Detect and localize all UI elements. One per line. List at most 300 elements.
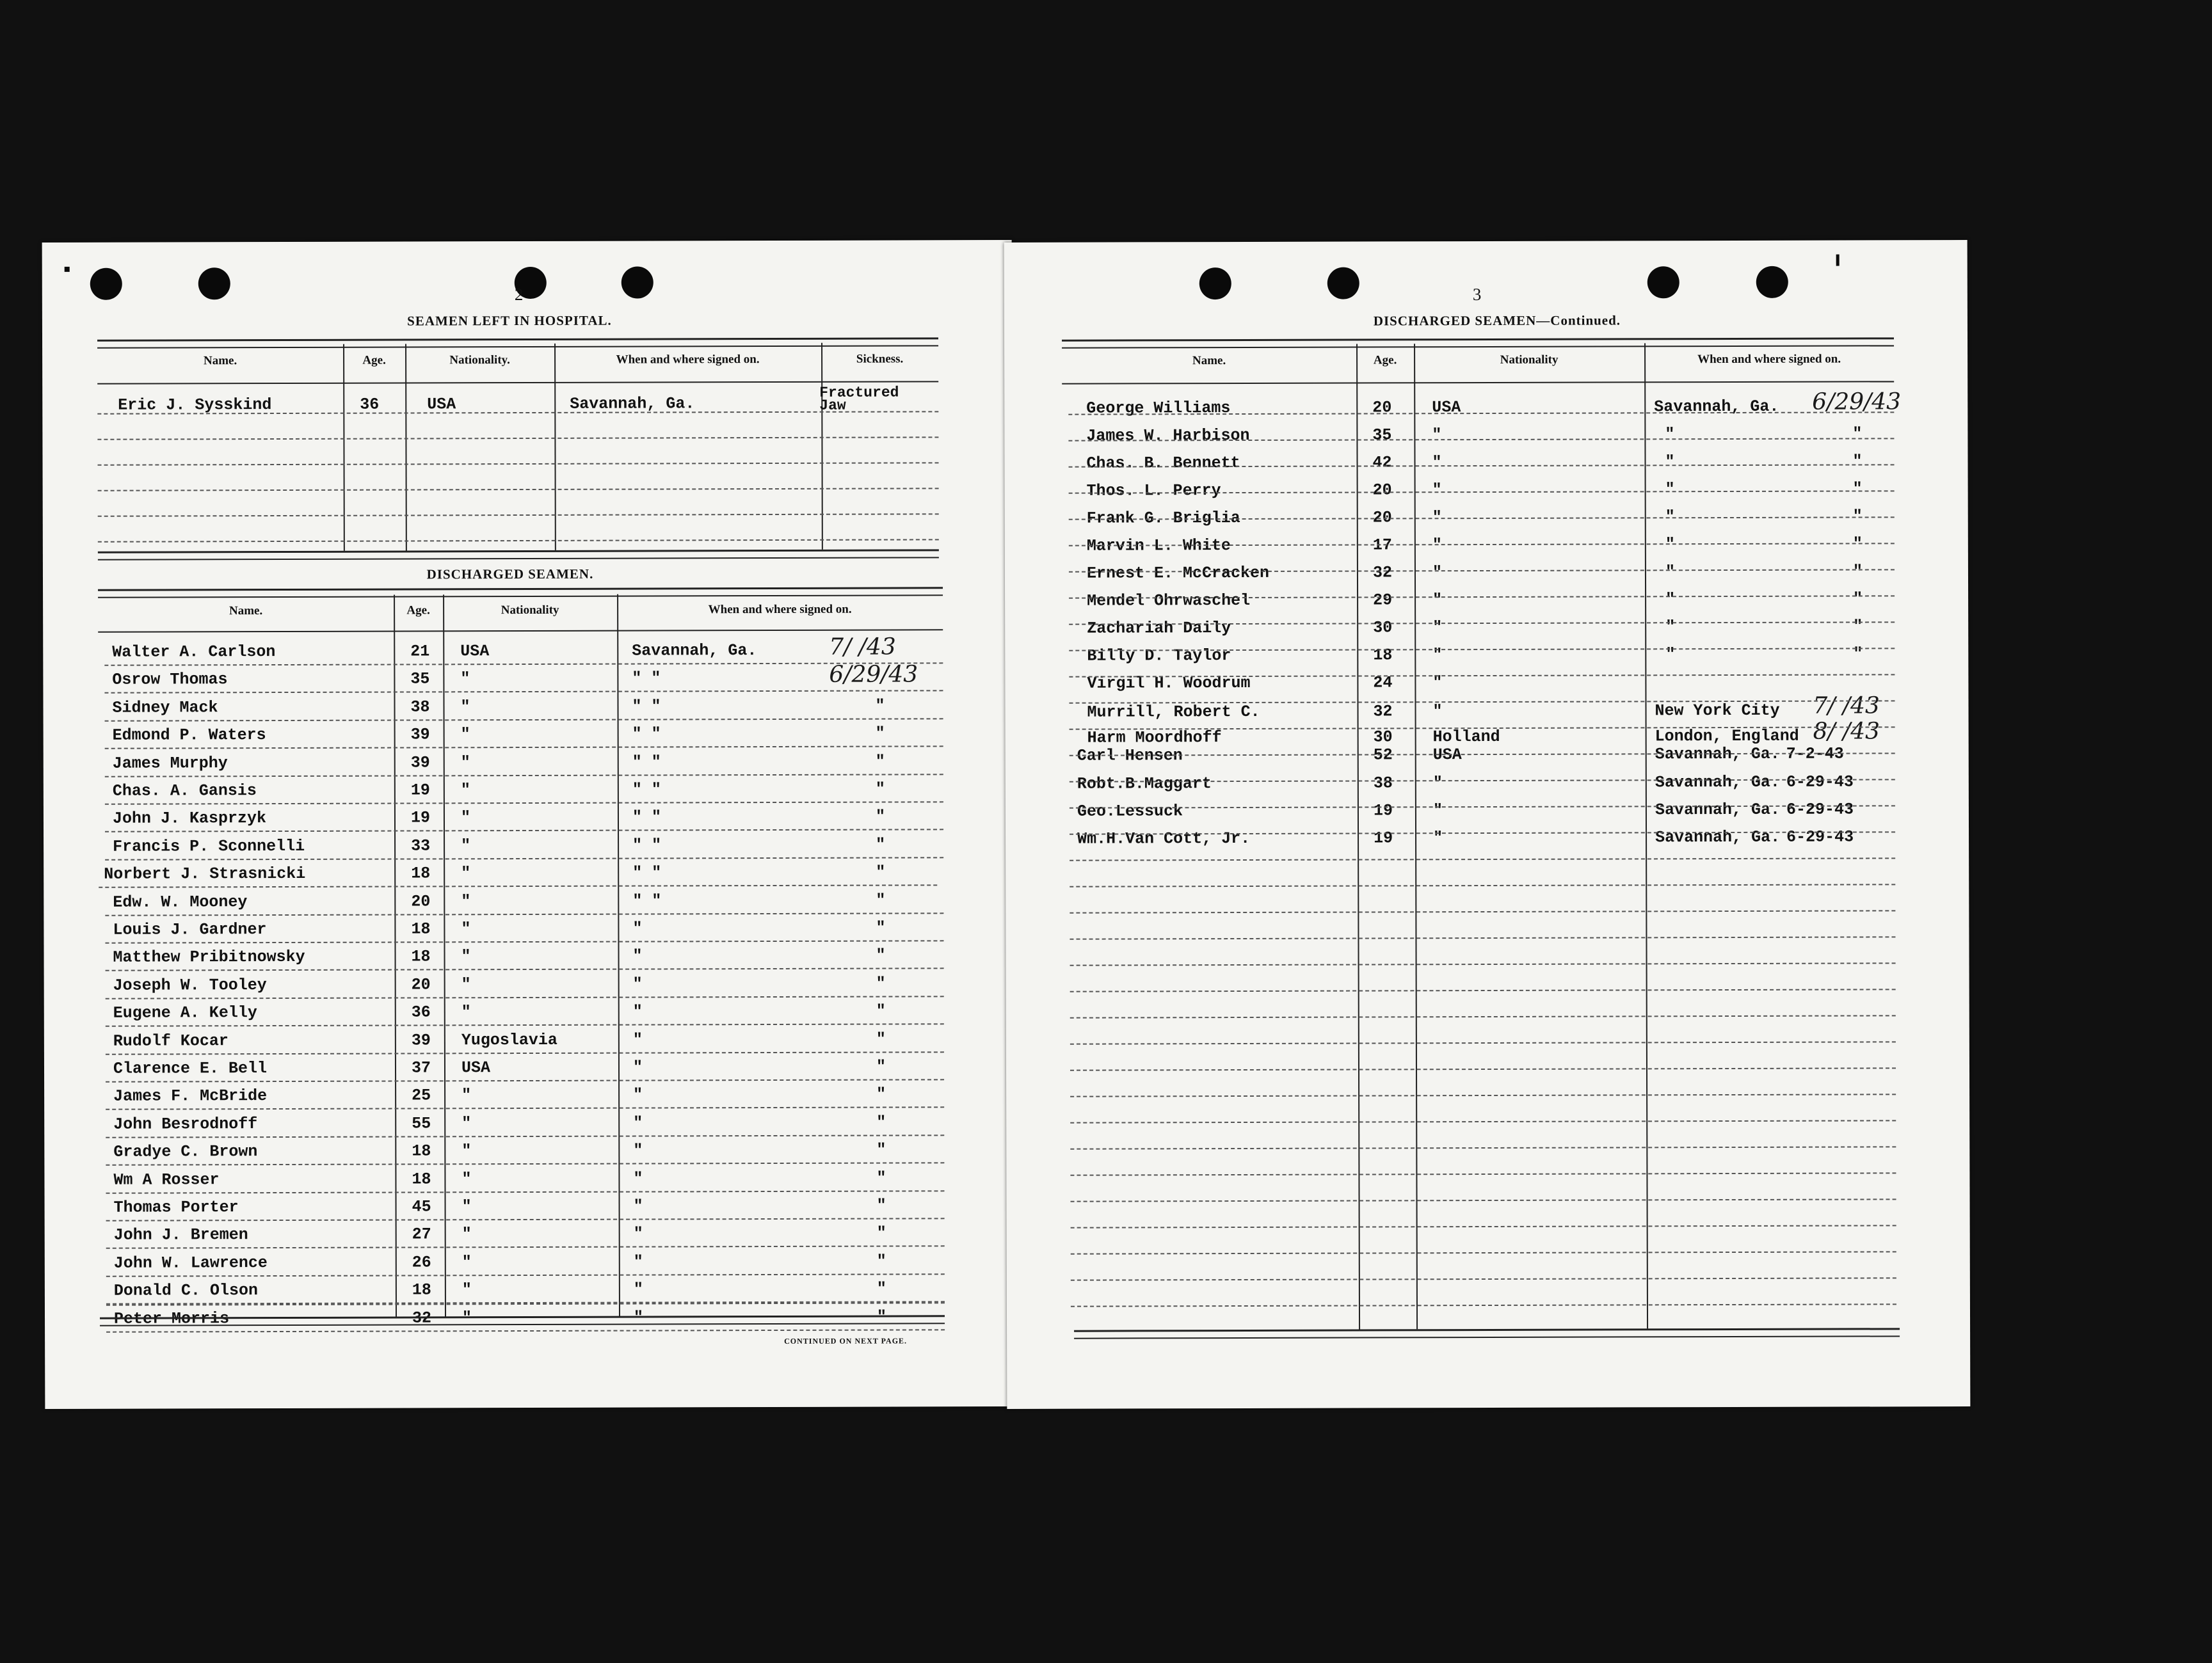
row-line xyxy=(105,940,943,943)
seaman-name: Walter A. Carlson xyxy=(112,642,276,662)
row-line xyxy=(1070,857,1895,861)
seaman-signed-on-date: " xyxy=(876,1140,886,1159)
seaman-age: 38 xyxy=(410,697,430,717)
row-line xyxy=(105,912,943,916)
seaman-signed-on-place: " " xyxy=(632,891,662,911)
seaman-age: 39 xyxy=(410,725,430,744)
hospital-row-nationality: USA xyxy=(427,395,456,414)
row-line xyxy=(106,1190,945,1193)
punch-hole xyxy=(90,268,122,300)
hospital-row-age: 36 xyxy=(360,395,380,414)
right-bottom-rule xyxy=(1074,1328,1900,1339)
row-line xyxy=(97,436,938,440)
hospital-header-sickness: Sickness. xyxy=(856,352,904,366)
seaman-name: James W. Harbison xyxy=(1086,426,1250,445)
seaman-signed-on-place: " xyxy=(633,1224,643,1243)
seaman-age: 19 xyxy=(1373,801,1393,820)
seaman-nationality: " xyxy=(461,947,471,966)
seaman-nationality: " xyxy=(1432,673,1443,692)
seaman-signed-on-place: Savannah, Ga. xyxy=(632,641,757,660)
row-line xyxy=(106,1245,945,1248)
discharged-header-nationality: Nationality xyxy=(501,603,559,617)
seaman-signed-on-place: " xyxy=(1665,645,1676,664)
seaman-name: Wm.H.Van Cott, Jr. xyxy=(1077,829,1251,848)
seaman-signed-on-place: Savannah, Ga. xyxy=(1655,800,1781,820)
row-line xyxy=(106,1106,944,1110)
seaman-name: Louis J. Gardner xyxy=(113,920,267,939)
discharged-title: DISCHARGED SEAMEN. xyxy=(426,566,594,582)
punch-hole xyxy=(1756,266,1788,298)
seaman-nationality: " xyxy=(460,669,470,688)
hospital-bottom-rule xyxy=(98,549,939,560)
row-line xyxy=(1070,1067,1896,1070)
seaman-age: 21 xyxy=(410,642,430,661)
seaman-signed-on-place: Savannah, Ga. xyxy=(1655,827,1781,847)
seaman-signed-on-date: " xyxy=(875,724,885,743)
seaman-signed-on-place: " xyxy=(632,919,643,938)
seaman-signed-on-place: Savannah, Ga. xyxy=(1655,772,1780,792)
punch-hole xyxy=(621,266,653,298)
hospital-title: SEAMEN LEFT IN HOSPITAL. xyxy=(407,312,612,329)
seaman-signed-on-place: " xyxy=(633,1252,643,1271)
right-header-nationality: Nationality xyxy=(1500,353,1559,367)
seaman-age: 17 xyxy=(1372,536,1392,555)
punch-hole xyxy=(198,267,230,299)
row-line xyxy=(1070,1120,1896,1123)
seaman-age: 37 xyxy=(411,1058,431,1078)
seaman-age: 45 xyxy=(412,1197,431,1216)
seaman-name: Matthew Pribitnowsky xyxy=(113,947,305,967)
seaman-signed-on-date: " xyxy=(876,863,886,882)
seaman-signed-on-place: " " xyxy=(632,697,661,716)
seaman-signed-on-place: " xyxy=(633,1197,643,1216)
seaman-signed-on-date: " xyxy=(876,891,886,910)
right-page xyxy=(1004,240,1971,1409)
row-line xyxy=(1070,936,1895,939)
seaman-signed-on-place: Savannah, Ga. xyxy=(1655,744,1780,764)
seaman-name: Chas. B. Bennett xyxy=(1086,454,1240,473)
seaman-name: Sidney Mack xyxy=(112,698,218,717)
seaman-nationality: " xyxy=(461,1170,472,1189)
hospital-header-rule xyxy=(97,381,938,384)
seaman-nationality: " xyxy=(1432,591,1443,610)
row-line xyxy=(106,967,944,971)
seaman-nationality: " xyxy=(461,892,471,911)
row-line xyxy=(106,1218,945,1221)
seaman-age: 24 xyxy=(1373,673,1393,692)
seaman-nationality: " xyxy=(1432,453,1442,472)
seaman-nationality: " xyxy=(461,1280,472,1300)
seaman-signed-on-place: " " xyxy=(632,808,662,827)
right-top-rule xyxy=(1062,337,1894,348)
row-line xyxy=(1070,1172,1896,1175)
discharged-bottom-rule xyxy=(100,1315,945,1326)
seaman-signed-on-place: " " xyxy=(632,863,662,882)
seaman-signed-on-place: " xyxy=(1665,562,1676,582)
seaman-age: 19 xyxy=(410,781,430,800)
seaman-name: Joseph W. Tooley xyxy=(113,976,267,995)
seaman-name: Billy D. Taylor xyxy=(1087,646,1231,665)
seaman-signed-on-date: " xyxy=(1852,562,1863,581)
seaman-nationality: " xyxy=(1432,702,1443,721)
seaman-nationality: " xyxy=(1433,829,1443,848)
seaman-nationality: USA xyxy=(460,642,490,661)
seaman-signed-on-place: " " xyxy=(632,836,662,855)
discharged-header-signed-on: When and where signed on. xyxy=(708,602,852,617)
row-line xyxy=(105,718,943,721)
seaman-signed-on-date: " xyxy=(876,1223,886,1243)
seaman-name: Edw. W. Mooney xyxy=(113,893,248,912)
seaman-signed-on-place: " xyxy=(632,975,643,994)
seaman-age: 18 xyxy=(412,1170,431,1189)
col-divider xyxy=(617,594,620,1317)
seaman-name: Thomas Porter xyxy=(113,1198,239,1217)
seaman-age: 42 xyxy=(1372,453,1392,472)
seaman-signed-on-place: " xyxy=(633,1113,643,1133)
seaman-age: 52 xyxy=(1373,745,1393,765)
seaman-age: 35 xyxy=(410,669,430,688)
hospital-header-signed-on: When and where signed on. xyxy=(616,353,760,367)
seaman-signed-on-date: " xyxy=(1853,644,1863,664)
row-line xyxy=(105,801,943,804)
seaman-name: Murrill, Robert C. xyxy=(1087,702,1260,722)
right-header-rule xyxy=(1062,381,1894,384)
seaman-name: Frank G. Briglia xyxy=(1086,509,1240,528)
seaman-age: 20 xyxy=(1372,481,1392,500)
seaman-nationality: " xyxy=(461,1114,472,1133)
seaman-nationality: " xyxy=(1432,563,1443,582)
continued-note: CONTINUED ON NEXT PAGE. xyxy=(784,1336,908,1346)
seaman-age: 35 xyxy=(1372,426,1392,445)
row-line xyxy=(1071,1198,1896,1202)
seaman-signed-on-date: " xyxy=(876,946,886,965)
seaman-name: John Besrodnoff xyxy=(113,1115,258,1134)
discharged-header-age: Age. xyxy=(406,603,430,617)
punch-hole xyxy=(1199,267,1231,299)
seaman-name: Robt.B.Maggart xyxy=(1077,774,1212,793)
seaman-name: Clarence E. Bell xyxy=(113,1059,268,1078)
seaman-nationality: Holland xyxy=(1432,727,1500,747)
row-line xyxy=(1070,962,1896,966)
seaman-signed-on-date: " xyxy=(1852,479,1863,498)
seaman-age: 38 xyxy=(1373,774,1393,793)
seaman-name: Norbert J. Strasnicki xyxy=(104,864,306,884)
row-line xyxy=(1071,1225,1896,1228)
hospital-header-age: Age. xyxy=(362,353,386,367)
scan-speck xyxy=(1836,255,1839,266)
seaman-nationality: USA xyxy=(1432,745,1462,765)
seaman-name: Carl Hensen xyxy=(1077,746,1183,765)
seaman-age: 39 xyxy=(410,753,430,772)
seaman-age: 25 xyxy=(412,1086,431,1105)
col-divider xyxy=(443,594,446,1317)
row-line xyxy=(106,1329,945,1332)
seaman-signed-on-date: 6/29/43 xyxy=(829,661,918,688)
seaman-name: Mendel Ohrwaschel xyxy=(1087,591,1251,610)
row-line xyxy=(1071,1251,1896,1254)
seaman-nationality: " xyxy=(460,781,470,800)
seaman-age: 18 xyxy=(1373,646,1393,665)
seaman-age: 20 xyxy=(1372,398,1392,417)
seaman-name: Zachariah Daily xyxy=(1087,619,1231,638)
seaman-name: Thos. L. Perry xyxy=(1086,481,1221,500)
seaman-signed-on-place: London, England xyxy=(1655,726,1799,746)
discharged-continued-title: DISCHARGED SEAMEN—Continued. xyxy=(1373,312,1621,329)
seaman-signed-on-date: " xyxy=(875,807,886,826)
seaman-name: Marvin L. White xyxy=(1086,536,1231,555)
seaman-signed-on-date: 6-29-43 xyxy=(1786,772,1854,792)
col-divider xyxy=(554,344,556,550)
seaman-name: Donald C. Olson xyxy=(113,1281,258,1300)
seaman-signed-on-place: " xyxy=(1665,535,1675,554)
seaman-signed-on-date: 6-29-43 xyxy=(1786,800,1854,819)
seaman-nationality: " xyxy=(461,1086,472,1105)
seaman-signed-on-date: " xyxy=(876,1307,887,1326)
seaman-age: 19 xyxy=(410,808,431,827)
row-line xyxy=(98,488,939,491)
row-line xyxy=(105,774,943,777)
seaman-nationality: " xyxy=(461,1309,472,1328)
seaman-signed-on-place: " xyxy=(1665,617,1676,637)
seaman-signed-on-date: 7-2-43 xyxy=(1786,744,1844,763)
seaman-nationality: " xyxy=(1432,426,1442,445)
seaman-signed-on-date: 6/29/43 xyxy=(1812,388,1902,415)
seaman-signed-on-date: " xyxy=(1852,507,1863,526)
row-line xyxy=(105,857,943,860)
row-line xyxy=(106,996,944,999)
seaman-age: 18 xyxy=(412,1280,431,1300)
row-line xyxy=(106,1023,944,1026)
seaman-age: 26 xyxy=(412,1253,431,1272)
seaman-nationality: " xyxy=(461,975,471,994)
row-line xyxy=(1070,1041,1896,1044)
seaman-signed-on-date: " xyxy=(876,1057,886,1076)
seaman-signed-on-date: " xyxy=(1852,534,1863,553)
row-line xyxy=(1071,1277,1896,1280)
seaman-signed-on-place: " xyxy=(633,1308,644,1327)
seaman-name: Virgil H. Woodrum xyxy=(1087,673,1251,693)
punch-hole xyxy=(1647,266,1679,298)
discharged-header-name: Name. xyxy=(228,604,263,618)
seaman-signed-on-place: " xyxy=(1665,452,1675,472)
page-number: 3 xyxy=(1472,285,1482,305)
discharged-top-rule xyxy=(98,587,943,598)
row-line xyxy=(98,513,939,516)
seaman-name: George Williams xyxy=(1086,399,1231,418)
seaman-nationality: USA xyxy=(461,1058,491,1078)
discharged-header-rule xyxy=(98,629,943,632)
seaman-signed-on-place: " xyxy=(632,946,643,966)
seaman-signed-on-date: " xyxy=(1853,589,1863,609)
row-line xyxy=(1070,910,1895,913)
seaman-name: James F. McBride xyxy=(113,1086,268,1106)
col-divider xyxy=(394,595,397,1318)
hospital-header-name: Name. xyxy=(203,354,237,368)
row-line xyxy=(104,662,943,665)
seaman-nationality: " xyxy=(1432,536,1442,555)
seaman-nationality: " xyxy=(460,697,470,717)
hospital-row-signed-on: Savannah, Ga. xyxy=(570,394,695,413)
seaman-name: Peter Morris xyxy=(113,1309,230,1328)
seaman-signed-on-place: " xyxy=(632,1058,643,1077)
hospital-top-rule xyxy=(97,337,938,348)
seaman-name: Harm Moordhoff xyxy=(1087,728,1222,747)
row-line xyxy=(104,690,943,693)
row-line xyxy=(1070,1015,1896,1018)
seaman-nationality: " xyxy=(461,919,471,939)
seaman-age: 18 xyxy=(411,919,431,939)
seaman-nationality: " xyxy=(461,1197,472,1216)
seaman-nationality: " xyxy=(1432,646,1443,665)
seaman-signed-on-place: New York City xyxy=(1655,701,1780,720)
seaman-signed-on-date: " xyxy=(875,696,885,715)
seaman-signed-on-date: " xyxy=(1852,452,1863,471)
seaman-nationality: " xyxy=(460,808,471,827)
seaman-signed-on-place: " " xyxy=(632,752,661,772)
seaman-signed-on-date: " xyxy=(1852,424,1863,443)
row-line xyxy=(105,829,943,832)
seaman-age: 39 xyxy=(411,1031,431,1050)
seaman-name: Gradye C. Brown xyxy=(113,1142,258,1161)
seaman-signed-on-place: " xyxy=(633,1141,643,1160)
scan-speck xyxy=(65,267,70,272)
seaman-signed-on-date: " xyxy=(876,1168,886,1188)
seaman-age: 20 xyxy=(1372,508,1392,527)
seaman-signed-on-date: " xyxy=(1853,617,1863,636)
seaman-signed-on-place: " xyxy=(633,1085,643,1104)
seaman-nationality: " xyxy=(460,725,470,744)
seaman-signed-on-place: " xyxy=(633,1169,643,1188)
seaman-signed-on-place: " " xyxy=(632,669,661,688)
row-line xyxy=(98,539,939,542)
seaman-signed-on-date: " xyxy=(876,835,886,854)
seaman-name: Eugene A. Kelly xyxy=(113,1003,257,1022)
seaman-age: 27 xyxy=(412,1225,431,1244)
seaman-nationality: " xyxy=(1432,618,1443,637)
row-line xyxy=(1070,989,1896,992)
seaman-age: 20 xyxy=(411,892,431,911)
seaman-nationality: " xyxy=(461,1225,472,1244)
seaman-name: Edmond P. Waters xyxy=(112,726,266,745)
seaman-age: 20 xyxy=(411,975,431,994)
row-line xyxy=(98,462,939,465)
row-line xyxy=(105,745,943,749)
col-divider xyxy=(821,343,823,550)
row-line xyxy=(106,1134,944,1138)
hospital-row-sickness: Fractured Jaw xyxy=(819,384,899,414)
seaman-nationality: " xyxy=(461,1142,472,1161)
seaman-name: Francis P. Sconnelli xyxy=(113,836,305,856)
seaman-age: 36 xyxy=(411,1003,431,1022)
row-line xyxy=(99,884,937,887)
row-line xyxy=(106,1079,944,1082)
row-line xyxy=(106,1273,945,1277)
seaman-signed-on-date: " xyxy=(876,918,886,937)
seaman-name: Chas. A. Gansis xyxy=(112,781,257,800)
seaman-name: Rudolf Kocar xyxy=(113,1031,228,1051)
seaman-age: 30 xyxy=(1373,728,1393,747)
seaman-signed-on-date: " xyxy=(876,1030,886,1049)
seaman-nationality: " xyxy=(1432,481,1442,500)
col-divider xyxy=(343,344,345,551)
seaman-age: 30 xyxy=(1373,618,1393,637)
seaman-nationality: USA xyxy=(1432,398,1461,417)
seaman-name: John J. Bremen xyxy=(113,1225,248,1245)
seaman-signed-on-date: " xyxy=(876,1279,886,1298)
row-line xyxy=(106,1162,944,1165)
seaman-age: 32 xyxy=(412,1309,432,1328)
seaman-name: Wm A Rosser xyxy=(113,1170,220,1190)
seaman-signed-on-place: " xyxy=(632,1002,643,1021)
seaman-age: 33 xyxy=(411,836,431,855)
seaman-nationality: " xyxy=(461,1003,471,1022)
seaman-nationality: Yugoslavia xyxy=(461,1030,557,1050)
page-number: 2 xyxy=(514,285,524,305)
seaman-age: 29 xyxy=(1373,591,1393,610)
seaman-nationality: " xyxy=(460,753,470,772)
left-page xyxy=(42,240,1015,1409)
right-header-age: Age. xyxy=(1373,353,1397,367)
seaman-signed-on-date: " xyxy=(875,779,885,799)
seaman-signed-on-date: 7/ /43 xyxy=(1813,692,1880,719)
seaman-signed-on-place: " xyxy=(1665,480,1675,499)
hospital-row-name: Eric J. Sysskind xyxy=(118,395,272,415)
seaman-signed-on-place: " " xyxy=(632,780,661,799)
seaman-signed-on-date: " xyxy=(876,1085,886,1104)
seaman-signed-on-place: Savannah, Ga. xyxy=(1654,397,1779,417)
row-line xyxy=(1070,884,1895,887)
seaman-signed-on-place: " xyxy=(632,1030,643,1049)
seaman-signed-on-date: " xyxy=(876,1196,886,1215)
seaman-nationality: " xyxy=(1432,508,1442,527)
seaman-name: Geo.Lessuck xyxy=(1077,802,1183,821)
seaman-signed-on-place: " xyxy=(1665,425,1675,444)
seaman-age: 32 xyxy=(1372,563,1393,582)
seaman-signed-on-date: 7/ /43 xyxy=(829,633,896,660)
seaman-nationality: " xyxy=(461,1253,472,1272)
seaman-signed-on-date: 6-29-43 xyxy=(1786,827,1854,847)
seaman-nationality: " xyxy=(461,836,471,855)
seaman-age: 19 xyxy=(1374,829,1393,848)
seaman-age: 18 xyxy=(411,864,431,883)
seaman-nationality: " xyxy=(461,864,471,883)
seaman-signed-on-date: " xyxy=(876,1113,886,1132)
seaman-name: Ernest E. McCracken xyxy=(1086,563,1270,583)
row-line xyxy=(1070,1094,1896,1097)
seaman-signed-on-place: " xyxy=(633,1280,643,1299)
seaman-name: John J. Kasprzyk xyxy=(112,809,267,828)
seaman-age: 32 xyxy=(1373,702,1393,721)
seaman-nationality: " xyxy=(1432,801,1443,820)
row-line xyxy=(1071,1303,1896,1307)
hospital-header-nationality: Nationality. xyxy=(449,353,510,367)
seaman-age: 18 xyxy=(411,947,431,966)
seaman-signed-on-place: " xyxy=(1665,507,1675,527)
row-line xyxy=(106,1051,944,1054)
seaman-name: Osrow Thomas xyxy=(112,670,228,689)
seaman-signed-on-date: 8/ /43 xyxy=(1813,718,1880,745)
seaman-age: 55 xyxy=(412,1114,431,1133)
right-header-signed-on: When and where signed on. xyxy=(1697,352,1841,367)
col-divider xyxy=(405,344,407,550)
seaman-name: John W. Lawrence xyxy=(113,1253,268,1273)
row-line xyxy=(1070,1146,1896,1149)
seaman-signed-on-place: " xyxy=(1665,590,1676,609)
seaman-age: 18 xyxy=(412,1142,431,1161)
punch-hole xyxy=(1327,267,1359,299)
seaman-signed-on-date: " xyxy=(876,1001,886,1021)
seaman-signed-on-place: " " xyxy=(632,724,661,744)
